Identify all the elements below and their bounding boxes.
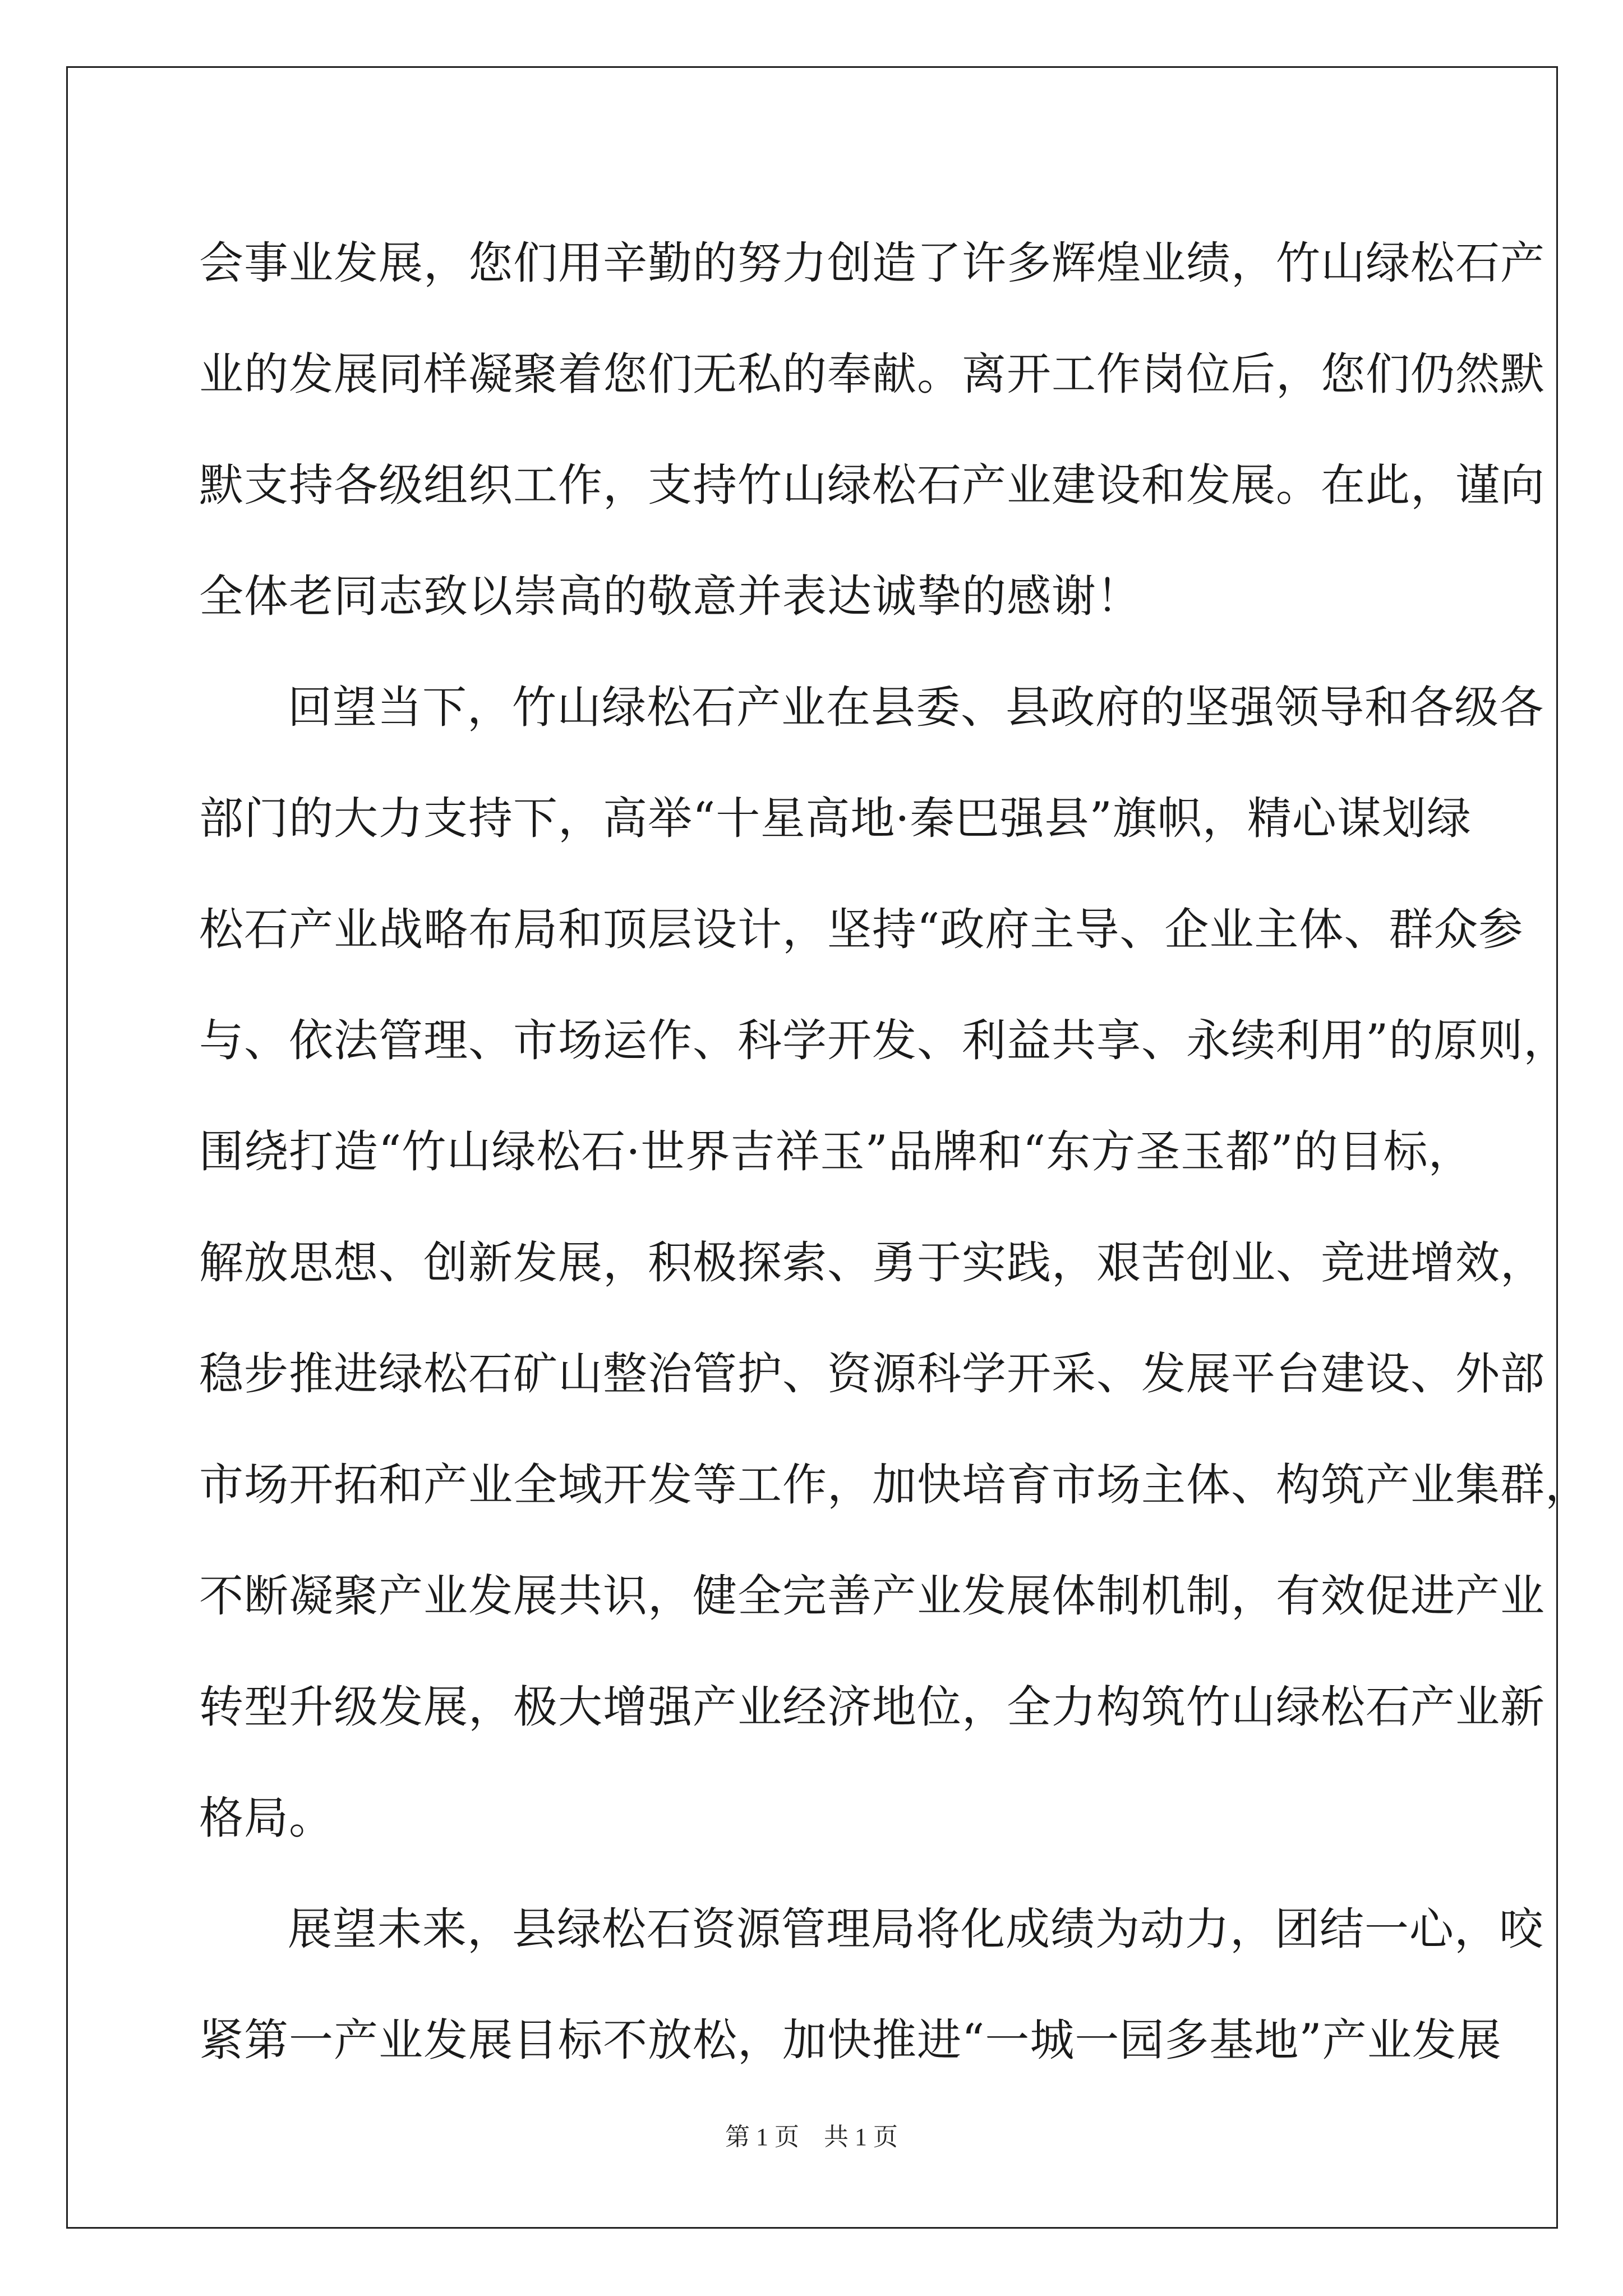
text-line: 转型升级发展，极大增强产业经济地位，全力构筑竹山绿松石产业新 (199, 1681, 1545, 1733)
text-line: 展望未来，县绿松石资源管理局将化成绩为动力，团结一心，咬 (288, 1903, 1544, 1955)
text-line: 松石产业战略布局和顶层设计，坚持“政府主导、企业主体、群众参 (199, 904, 1524, 955)
text-line: 围绕打造“竹山绿松石·世界吉祥玉”品牌和“东方圣玉都”的目标， (199, 1126, 1473, 1177)
text-line: 市场开拓和产业全域开发等工作，加快培育市场主体、构筑产业集群， (199, 1459, 1590, 1511)
text-line: 默支持各级组织工作，支持竹山绿松石产业建设和发展。在此，谨向 (199, 459, 1545, 511)
text-line: 业的发展同样凝聚着您们无私的奉献。离开工作岗位后，您们仍然默 (199, 348, 1545, 400)
document-body (199, 208, 1590, 2096)
text-line: 全体老同志致以崇高的敬意并表达诚挚的感谢！ (199, 570, 1141, 622)
page-number-footer: 第 1 页 共 1 页 (725, 2123, 898, 2151)
text-line: 部门的大力支持下，高举“十星高地·秦巴强县”旗帜，精心谋划绿 (199, 793, 1472, 844)
text-line: 不断凝聚产业发展共识，健全完善产业发展体制机制，有效促进产业 (199, 1570, 1545, 1622)
text-line: 稳步推进绿松石矿山整治管护、资源科学开采、发展平台建设、外部 (199, 1348, 1545, 1400)
text-line: 回望当下，竹山绿松石产业在县委、县政府的坚强领导和各级各 (288, 682, 1544, 733)
text-line: 解放思想、创新发展，积极探索、勇于实践，艰苦创业、竞进增效， (199, 1237, 1545, 1289)
text-line: 格局。 (199, 1792, 334, 1844)
text-line: 与、依法管理、市场运作、科学开发、利益共享、永续利用”的原则， (199, 1015, 1569, 1066)
text-line: 会事业发展，您们用辛勤的努力创造了许多辉煌业绩，竹山绿松石产 (199, 237, 1545, 289)
text-line: 紧第一产业发展目标不放松，加快推进“一城一园多基地”产业发展 (199, 2014, 1502, 2066)
